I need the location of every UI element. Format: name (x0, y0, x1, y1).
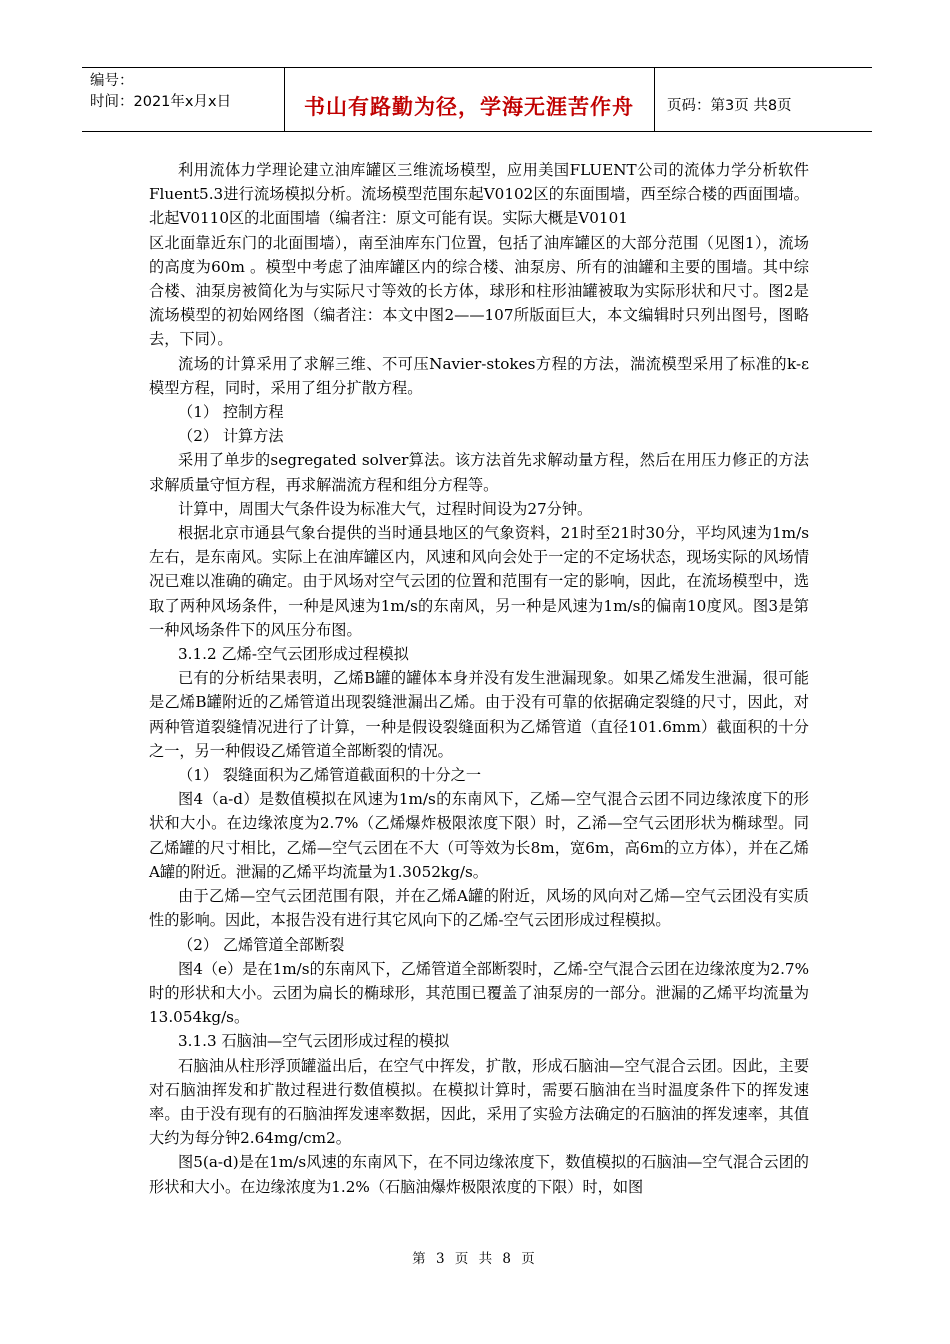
paragraph-figure-5ad: 图5(a-d)是在1m/s风速的东南风下，在不同边缘浓度下，数值模拟的石脑油—空气混合云团的形状和大小。在边缘浓度为1.2%（石脑油爆炸极限浓度的下限）时，如图 (149, 1153, 809, 1196)
document-number-label: 编号： (90, 73, 134, 89)
paragraph-cloud-range: 由于乙烯—空气云团范围有限，并在乙烯A罐的附近，风场的风向对乙烯—空气云团没有实质性的影响。因此，本报告没有进行其它风向下的乙烯-空气云团形成过程模拟。 (149, 887, 809, 930)
paragraph-model-scope: 区北面靠近东门的北面围墙），南至油库东门位置，包括了油库罐区的大部分范围（见图1），流场的高度为60m 。模型中考虑了油库罐区内的综合楼、油泵房、所有的油罐和主要的围墙。其中综合楼、油泵房被简化为与实际尺寸等效的长方体，球形和柱形油罐被取为实际形状和尺寸。图2是流场模型的初始网络图（编者注：本文中图2——107所版面巨大，本文编辑时只列出图号，图略去，下同）。 (149, 233, 809, 349)
header-top-rule (82, 67, 872, 68)
document-body (149, 158, 809, 1199)
list-item-control-equation: （1） 控制方程 (178, 403, 284, 422)
paragraph-figure-4e: 图4（e）是在1m/s的东南风下，乙烯管道全部断裂时，乙烯-空气混合云团在边缘浓度为2.7%时的形状和大小。云团为扁长的椭球形，其范围已覆盖了油泵房的一部分。泄漏的乙烯平均流量为13.054kg/s。 (149, 959, 809, 1027)
list-item-crack-area: （1） 裂缝面积为乙烯管道截面积的十分之一 (178, 766, 482, 785)
paragraph-ethylene-leak: 已有的分析结果表明，乙烯B罐的罐体本身并没有发生泄漏现象。如果乙烯发生泄漏，很可能是乙烯B罐附近的乙烯管道出现裂缝泄漏出乙烯。由于没有可靠的依据确定裂缝的尺寸，因此，对两种管道裂缝情况进行了计算，一种是假设裂缝面积为乙烯管道（直径101.6mm）截面积的十分之一，另一种假设乙烯管道全部断裂的情况。 (149, 669, 809, 760)
page-header (82, 67, 872, 132)
paragraph-atmosphere: 计算中，周围大气条件设为标准大气，过程时间设为27分钟。 (178, 499, 593, 518)
document-date-label: 时间：2021年x月x日 (90, 94, 232, 110)
header-bottom-rule (82, 131, 872, 132)
section-heading-3-1-3: 3.1.3 石脑油—空气云团形成过程的模拟 (178, 1032, 450, 1051)
section-heading-3-1-2: 3.1.2 乙烯-空气云团形成过程模拟 (178, 645, 409, 664)
list-item-calc-method: （2） 计算方法 (178, 427, 284, 446)
page-footer: 第 3 页 共 8 页 (412, 1251, 538, 1267)
paragraph-model-intro: 利用流体力学理论建立油库罐区三维流场模型，应用美国FLUENT公司的流体力学分析软件Fluent5.3进行流场模拟分析。流场模型范围东起V0102区的东面围墙，西至综合楼的西面围墙。北起V0110区的北面围墙（编者注：原文可能有误。实际大概是V0101 (149, 161, 809, 228)
header-page-number: 页码：第3页 共8页 (667, 98, 792, 114)
header-meta (90, 71, 290, 113)
header-motto: 书山有路勤为径，学海无涯苦作舟 (304, 95, 634, 119)
paragraph-solver: 采用了单步的segregated solver算法。该方法首先求解动量方程，然后在用压力修正的方法求解质量守恒方程，再求解湍流方程和组分方程等。 (149, 451, 809, 494)
list-item-pipe-rupture: （2） 乙烯管道全部断裂 (178, 935, 345, 954)
paragraph-figure-4ad: 图4（a-d）是数值模拟在风速为1m/s的东南风下，乙烯—空气混合云团不同边缘浓度下的形状和大小。在边缘浓度为2.7%（乙烯爆炸极限浓度下限）时，乙浠—空气云团形状为椭球型。同乙烯罐的尺寸相比，乙烯—空气云团在不大（可等效为长8m，宽6m，高6m的立方体），并在乙烯A罐的附近。泄漏的乙烯平均流量为1.3052kg/s。 (149, 790, 809, 881)
header-divider-right (654, 67, 655, 131)
paragraph-calc-method: 流场的计算采用了求解三维、不可压Navier-stokes方程的方法，湍流模型采用了标准的k-ε 模型方程，同时，采用了组分扩散方程。 (149, 354, 809, 397)
paragraph-wind-field: 根据北京市通县气象台提供的当时通县地区的气象资料，21时至21时30分，平均风速为1m/s左右，是东南风。实际上在油库罐区内，风速和风向会处于一定的不定场状态，现场实际的风场情况已难以准确的确定。由于风场对空气云团的位置和范围有一定的影响，因此，在流场模型中，选取了两种风场条件，一种是风速为1m/s的东南风，另一种是风速为1m/s的偏南10度风。图3是第一种风场条件下的风压分布图。 (149, 524, 809, 639)
paragraph-naphtha-volatilization: 石脑油从柱形浮顶罐溢出后，在空气中挥发，扩散，形成石脑油—空气混合云团。因此，主要对石脑油挥发和扩散过程进行数值模拟。在模拟计算时，需要石脑油在当时温度条件下的挥发速率。由于没有现有的石脑油挥发速率数据，因此，采用了实验方法确定的石脑油的挥发速率，其值大约为每分钟2.64mg/cm2。 (149, 1056, 809, 1148)
